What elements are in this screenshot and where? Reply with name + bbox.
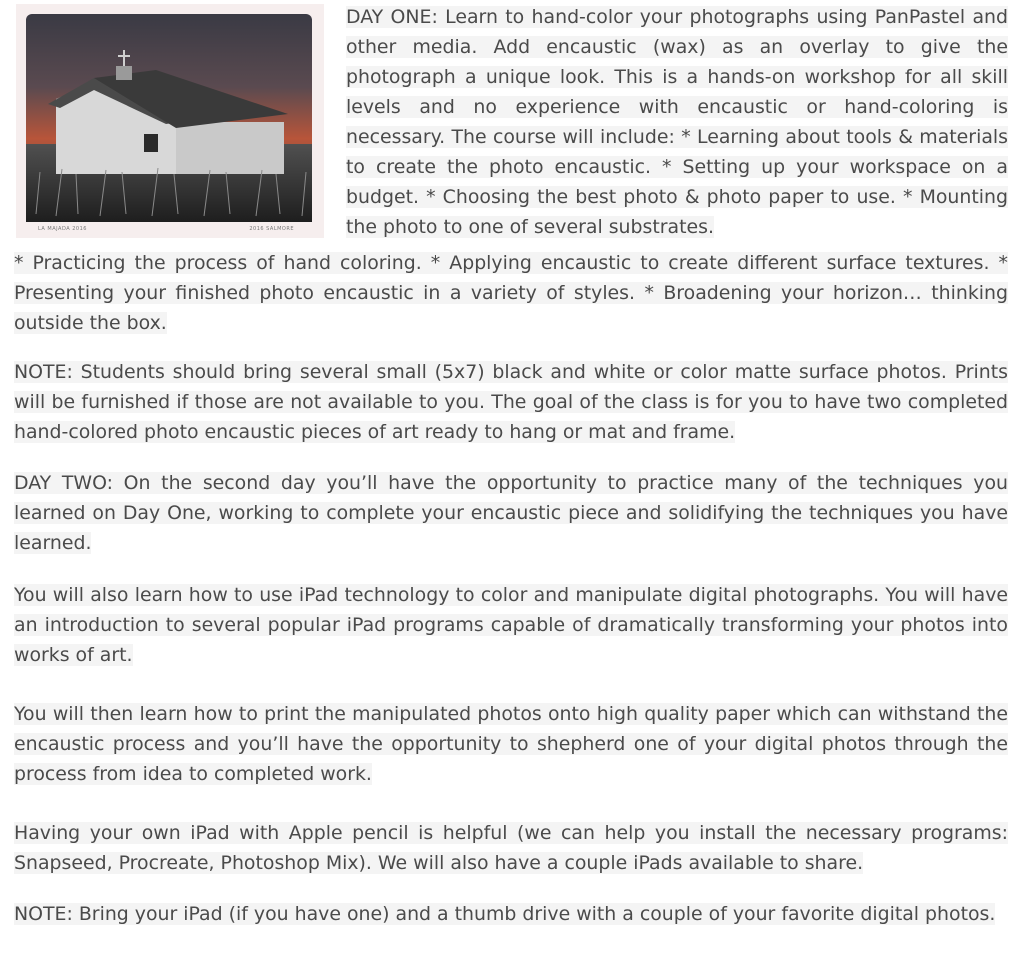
ipad-intro-text: You will also learn how to use iPad technology to color and manipulate digital photographs. You will have an introduction to several popular iPad programs capable of dramatically transforming your photos into works of art. — [14, 584, 1008, 666]
day-two-paragraph — [14, 468, 1008, 558]
day-one-intro-text: DAY ONE: Learn to hand-color your photographs using PanPastel and other media. Add encaustic (wax) as an overlay to give the photograph a unique look. This is a hands-on workshop for all skill levels and no experience with encaustic or hand-coloring is necessary. The course will include: * Learning about tools & materials to create the photo encaustic. * Setting up your workspace on a budget. * Choosing the best photo & photo paper to use. * Mounting the photo to one of several substrates. — [346, 6, 1008, 238]
ipad-pencil-text: Having your own iPad with Apple pencil is helpful (we can help you install the necessary programs: Snapseed, Procreate, Photoshop Mix). We will also have a couple iPads available to share. — [14, 822, 1008, 874]
painting-signature-right: 2016 SALMORE — [249, 226, 294, 232]
church-painting-image — [16, 4, 324, 238]
note-one-paragraph — [14, 357, 1008, 447]
printing-paragraph — [14, 699, 1008, 789]
church-painting-icon — [16, 4, 324, 238]
painting-signature-left: LA MAJADA 2016 — [38, 226, 87, 232]
note-two-text: NOTE: Bring your iPad (if you have one) and a thumb drive with a couple of your favorite digital photos. — [14, 903, 996, 925]
day-one-continued-text: * Practicing the process of hand coloring. * Applying encaustic to create different surface textures. * Presenting your finished photo encaustic in a variety of styles. * Broadening your horizon… thinking outside the box. — [14, 252, 1008, 334]
day-one-intro-paragraph — [346, 2, 1008, 242]
day-one-continued-paragraph — [14, 248, 1008, 338]
note-one-text: NOTE: Students should bring several small (5x7) black and white or color matte surface photos. Prints will be furnished if those are not available to you. The goal of the class is for you to have two completed hand-colored photo encaustic pieces of art ready to hang or mat and frame. — [14, 361, 1008, 443]
note-two-paragraph — [14, 899, 1008, 929]
day-two-text: DAY TWO: On the second day you’ll have the opportunity to practice many of the techniques you learned on Day One, working to complete your encaustic piece and solidifying the techniques you have learned. — [14, 472, 1008, 554]
printing-text: You will then learn how to print the manipulated photos onto high quality paper which can withstand the encaustic process and you’ll have the opportunity to shepherd one of your digital photos through the process from idea to completed work. — [14, 703, 1008, 785]
ipad-intro-paragraph — [14, 580, 1008, 670]
ipad-pencil-paragraph — [14, 818, 1008, 878]
